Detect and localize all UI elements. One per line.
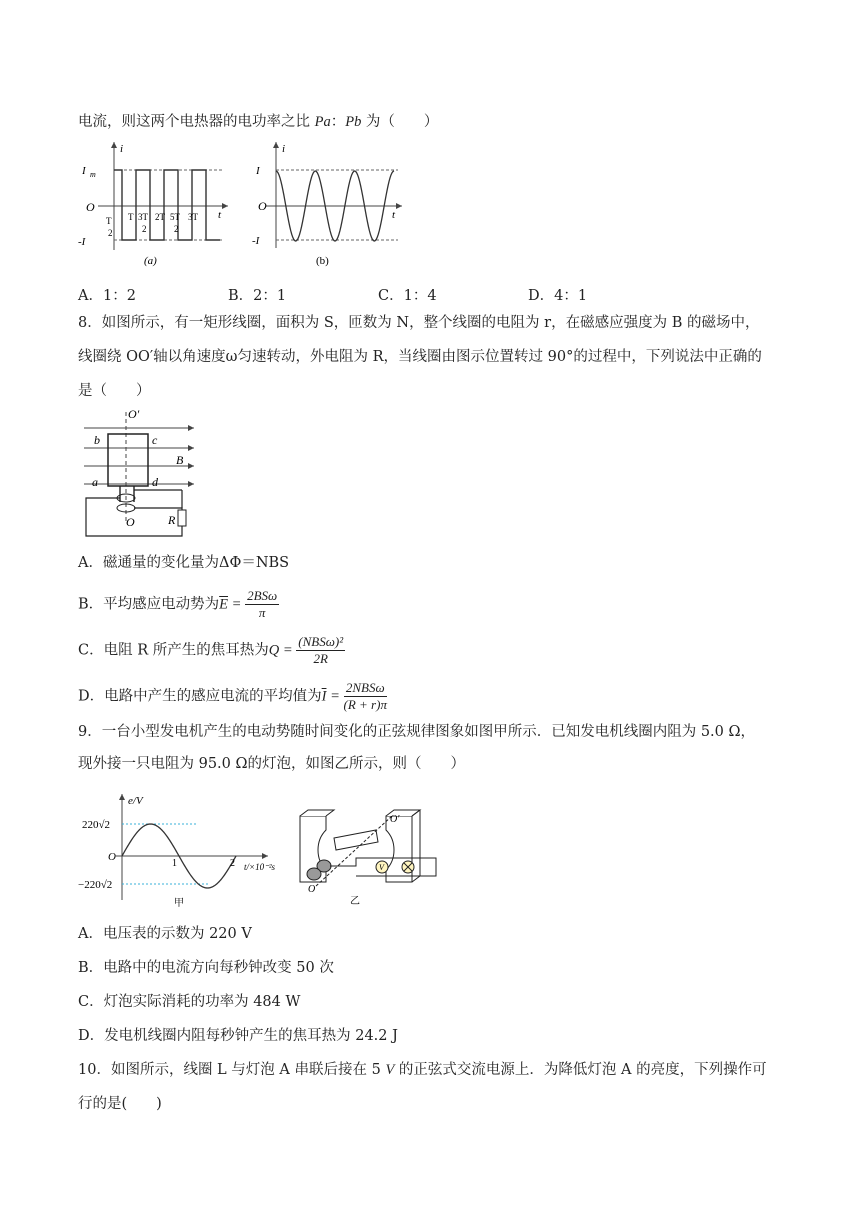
q7-option-b-key: B． [228,288,254,304]
q7a-axis-i: i [120,143,124,155]
q8-option-b-lhs: $\overline{E}$ [219,596,229,613]
q7a-origin: O [86,200,95,214]
q7-stem-tail [78,112,438,132]
q9-jia-tick-1: 1 [172,858,177,869]
q7b-neg-im: -I [252,235,260,247]
q10-text-a: 10．如图所示，线圈 L 与灯泡 A 串联后接在 5 [78,1062,386,1078]
q8-option-d-lhs: $\overline{I}$ [321,688,327,705]
q8-option-c[interactable]: C．电阻 R 所产生的焦耳热为Q = $\frac{\text{(NBSω)²}}{2R}$ [78,634,344,666]
q7-colon: ： [330,114,346,130]
q7b-im: I [256,165,260,177]
q9-jia-bottom: −220√2 [78,879,113,891]
q9-stem-line2: 现外接一只电阻为 95.0 Ω的灯泡，如图乙所示，则（ ） [78,756,466,772]
q7-option-b[interactable] [228,284,286,305]
q7a-tick-3t: 3T [188,212,198,222]
q9-jia-caption: 甲 [174,898,184,909]
q8-stem-line2: 线圈绕 OO′轴以角速度ω匀速转动，外电阻为 R，当线圈由图示位置转过 90°的过程中，下列说法中正确的 [78,349,762,365]
q8-option-b[interactable]: B．平均感应电动势为$\overline{E}$ = $\frac{\text{2BSω}}{\pi}$ [78,588,278,620]
q7a-tick-half-2: 2 [108,228,113,238]
q9-yi-caption: 乙 [350,896,360,907]
q7-option-c-text: 1：4 [403,288,437,304]
q9-jia-top: 220√2 [82,819,111,831]
q8-option-c-den: 2R [313,651,328,666]
q8-option-d-text: D．电路中产生的感应电流的平均值为 [78,688,322,705]
q10-stem-line1 [78,1060,767,1080]
q9-yi-voltmeter: V [379,863,384,872]
q7-option-a-text: 1：2 [102,288,136,304]
q10-text-b: 的正弦式交流电源上．为降低灯泡 A 的亮度，下列操作可 [394,1062,767,1078]
q7-option-d[interactable] [528,284,587,305]
q9-yi-o: O [308,884,316,895]
q7a-im-sub: m [90,170,96,179]
q7a-tick-half-t: T [106,216,112,226]
q8-option-b-text: B．平均感应电动势为 [78,596,220,613]
q10-volt-unit: V [385,1062,395,1078]
q9-yi-o-top: O′ [390,814,400,825]
q8-option-d[interactable]: D．电路中产生的感应电流的平均值为$\overline{I}$ = $\frac{\text{2NBSω}}{(R + r)\pi}$ [78,680,387,712]
q7-pa: Pa [314,114,331,130]
q7b-axis-t: t [392,209,396,221]
q7a-tick-3t2: 3T [138,212,148,222]
q8-o-bottom: O [126,515,135,529]
q7-option-a[interactable] [78,284,136,305]
q7a-neg-im: -I [78,236,86,248]
q7-figure-b-sine-wave [252,140,412,270]
q9-option-a[interactable]: A．电压表的示数为 220 V [78,926,252,942]
q7a-tick-2t: 2T [155,212,165,222]
q8-option-c-text: C．电阻 R 所产生的焦耳热为 [78,642,269,659]
q7-option-c[interactable] [378,284,437,305]
q8-label-b: b [94,433,100,447]
q7-option-c-key: C． [378,288,404,304]
q8-label-B: B [176,453,184,467]
q7a-tick-t: T [128,212,134,222]
q7-text-b: 为（ ） [361,114,439,130]
q7-pb: Pb [345,114,362,130]
q7a-tick-5t2: 5T [170,212,180,222]
q8-figure-coil [80,404,202,542]
q7-text: 电流，则这两个电热器的电功率之比 [78,114,315,130]
q7b-origin: O [258,199,267,213]
q7b-axis-i: i [282,143,286,155]
q8-label-c: c [152,433,158,447]
q8-option-b-fraction [245,588,279,621]
q8-stem-line1: 8．如图所示，有一矩形线圈，面积为 S，匝数为 N，整个线圈的电阻为 r，在磁感应强度为 B 的磁场中， [78,315,760,331]
q9-figure-jia-emf-graph [78,790,290,910]
q8-stem-line3: 是（ ） [78,383,151,399]
q9-jia-tick-2: 2 [230,858,235,869]
q7-option-d-text: 4：1 [554,288,588,304]
q7a-tick-3t2-den: 2 [142,224,147,234]
q8-label-R: R [168,513,176,527]
q9-option-b[interactable]: B．电路中的电流方向每秒钟改变 50 次 [78,960,334,976]
q7-figure-a-square-wave [78,140,238,270]
q9-jia-ylabel: e/V [128,795,143,807]
q7a-axis-t: t [218,209,222,221]
q7a-caption: (a) [144,255,157,267]
q7a-im: I [82,165,86,177]
q8-option-b-num: 2BSω [247,588,278,603]
q8-label-a: a [92,475,98,489]
q7-option-b-text: 2：1 [253,288,287,304]
q9-stem-line1: 9．一台小型发电机产生的电动势随时间变化的正弦规律图象如图甲所示．已知发电机线圈内阻为 5.0 Ω， [78,724,756,740]
q9-option-d[interactable]: D．发电机线圈内阻每秒钟产生的焦耳热为 24.2 J [78,1028,398,1044]
q10-stem-line2: 行的是( ) [78,1096,162,1112]
q8-option-c-num: (NBSω)² [298,634,344,649]
q7b-caption: (b) [316,255,329,267]
q9-option-c[interactable]: C．灯泡实际消耗的功率为 484 W [78,994,301,1010]
q7a-tick-5t2-den: 2 [174,224,179,234]
q8-option-c-fraction [296,634,345,667]
q9-jia-xlabel: t/×10⁻²s [244,862,276,872]
q8-option-b-den: π [258,605,266,620]
q8-option-d-den: (R + r)π [343,697,387,712]
q8-option-d-num: 2NBSω [344,680,387,697]
q8-option-a[interactable]: A．磁通量的变化量为ΔΦ＝NBS [78,555,290,571]
q8-option-d-fraction [344,680,387,713]
q8-o-top: O′ [128,407,140,421]
q7-option-d-key: D． [528,288,555,304]
q8-option-c-lhs: Q [268,642,280,659]
q7-option-a-key: A． [78,288,103,304]
q8-label-d: d [152,475,158,489]
q9-jia-origin: O [108,851,116,863]
q9-figure-yi-generator [296,808,446,908]
